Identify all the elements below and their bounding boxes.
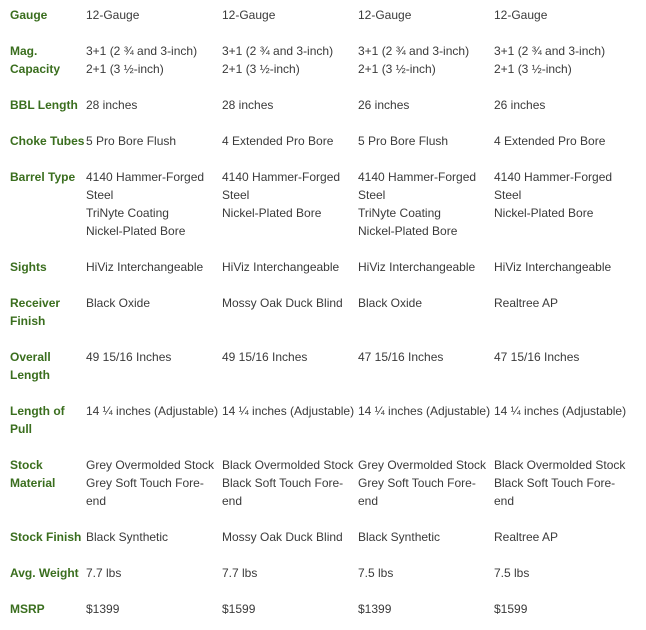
cell-line: 47 15/16 Inches bbox=[494, 350, 580, 364]
cell-line: TriNyte Coating bbox=[358, 206, 441, 220]
cell-line: $1599 bbox=[222, 602, 256, 616]
table-cell bbox=[358, 450, 494, 522]
row-label-line: Sights bbox=[10, 260, 47, 274]
cell-line: 12-Gauge bbox=[222, 8, 276, 22]
table-cell bbox=[86, 288, 222, 342]
cell-line: 4 Extended Pro Bore bbox=[222, 134, 334, 148]
row-label-line: Barrel Type bbox=[10, 170, 76, 184]
table-cell bbox=[222, 522, 358, 558]
cell-line: $1599 bbox=[494, 602, 528, 616]
cell-line: 4140 Hammer-Forged bbox=[494, 170, 613, 184]
cell-line: Grey Overmolded Stock bbox=[358, 458, 487, 472]
table-cell bbox=[86, 0, 222, 36]
row-label-line: Mag. bbox=[10, 44, 38, 58]
row-label bbox=[0, 252, 86, 288]
cell-line: 4140 Hammer-Forged bbox=[86, 170, 205, 184]
table-cell bbox=[222, 594, 358, 630]
row-label-line: Length of bbox=[10, 404, 65, 418]
cell-line: 4 Extended Pro Bore bbox=[494, 134, 606, 148]
cell-line: 47 15/16 Inches bbox=[358, 350, 444, 364]
cell-line: HiViz Interchangeable bbox=[222, 260, 340, 274]
cell-line: 28 inches bbox=[86, 98, 138, 112]
row-label-line: Stock Finish bbox=[10, 530, 82, 544]
cell-line: 28 inches bbox=[222, 98, 274, 112]
table-cell bbox=[222, 450, 358, 522]
cell-line: 26 inches bbox=[358, 98, 410, 112]
row-label-line: Gauge bbox=[10, 8, 48, 22]
cell-line: Mossy Oak Duck Blind bbox=[222, 296, 343, 310]
cell-line: Black Synthetic bbox=[86, 530, 169, 544]
table-cell bbox=[358, 342, 494, 396]
row-label bbox=[0, 36, 86, 90]
cell-line: Steel bbox=[86, 188, 114, 202]
table-cell bbox=[222, 252, 358, 288]
table-cell bbox=[222, 396, 358, 450]
table-row bbox=[0, 36, 646, 90]
cell-line: Black Overmolded Stock bbox=[494, 458, 626, 472]
cell-line: 12-Gauge bbox=[86, 8, 140, 22]
table-row bbox=[0, 450, 646, 522]
table-cell bbox=[494, 252, 646, 288]
row-label-line: MSRP bbox=[10, 602, 45, 616]
table-row bbox=[0, 342, 646, 396]
row-label-line: Length bbox=[10, 368, 50, 382]
row-label-line: Material bbox=[10, 476, 56, 490]
table-row bbox=[0, 162, 646, 252]
cell-line: Black Oxide bbox=[358, 296, 423, 310]
table-cell bbox=[86, 162, 222, 252]
table-cell bbox=[222, 288, 358, 342]
cell-line: 7.7 lbs bbox=[222, 566, 258, 580]
table-cell bbox=[494, 522, 646, 558]
table-cell bbox=[86, 90, 222, 126]
table-row bbox=[0, 558, 646, 594]
table-cell bbox=[86, 126, 222, 162]
cell-line: $1399 bbox=[86, 602, 120, 616]
row-label-line: Choke Tubes bbox=[10, 134, 85, 148]
table-cell bbox=[494, 288, 646, 342]
table-cell bbox=[494, 36, 646, 90]
table-cell bbox=[86, 594, 222, 630]
cell-line: HiViz Interchangeable bbox=[494, 260, 612, 274]
cell-line: end bbox=[222, 494, 243, 508]
cell-line: 49 15/16 Inches bbox=[86, 350, 172, 364]
cell-line: 3+1 (2 ¾ and 3-inch) bbox=[494, 44, 606, 58]
cell-line: 7.5 lbs bbox=[494, 566, 530, 580]
cell-line: 12-Gauge bbox=[494, 8, 548, 22]
cell-line: 5 Pro Bore Flush bbox=[358, 134, 449, 148]
cell-line: 3+1 (2 ¾ and 3-inch) bbox=[222, 44, 334, 58]
table-cell bbox=[494, 558, 646, 594]
row-label-line: Pull bbox=[10, 422, 33, 436]
row-label bbox=[0, 450, 86, 522]
table-cell bbox=[494, 342, 646, 396]
cell-line: $1399 bbox=[358, 602, 392, 616]
cell-line: end bbox=[86, 494, 107, 508]
cell-line: 2+1 (3 ½-inch) bbox=[358, 62, 436, 76]
table-row bbox=[0, 90, 646, 126]
cell-line: 3+1 (2 ¾ and 3-inch) bbox=[358, 44, 470, 58]
table-cell bbox=[494, 0, 646, 36]
table-cell bbox=[86, 558, 222, 594]
cell-line: 49 15/16 Inches bbox=[222, 350, 308, 364]
row-label bbox=[0, 342, 86, 396]
table-cell bbox=[494, 450, 646, 522]
cell-line: Mossy Oak Duck Blind bbox=[222, 530, 343, 544]
table-cell bbox=[358, 162, 494, 252]
table-row bbox=[0, 396, 646, 450]
cell-line: TriNyte Coating bbox=[86, 206, 169, 220]
table-cell bbox=[222, 558, 358, 594]
table-cell bbox=[222, 0, 358, 36]
cell-line: 4140 Hammer-Forged bbox=[358, 170, 477, 184]
cell-line: Black Synthetic bbox=[358, 530, 441, 544]
table-cell bbox=[494, 396, 646, 450]
row-label-line: Stock bbox=[10, 458, 43, 472]
table-cell bbox=[358, 252, 494, 288]
cell-line: Grey Overmolded Stock bbox=[86, 458, 215, 472]
row-label bbox=[0, 0, 86, 36]
cell-line: Nickel-Plated Bore bbox=[86, 224, 186, 238]
table-row bbox=[0, 126, 646, 162]
table-cell bbox=[494, 126, 646, 162]
table-cell bbox=[86, 252, 222, 288]
cell-line: Nickel-Plated Bore bbox=[222, 206, 322, 220]
cell-line: 7.5 lbs bbox=[358, 566, 394, 580]
cell-line: Nickel-Plated Bore bbox=[494, 206, 594, 220]
row-label bbox=[0, 522, 86, 558]
row-label-line: Overall bbox=[10, 350, 51, 364]
table-cell bbox=[494, 90, 646, 126]
cell-line: 4140 Hammer-Forged bbox=[222, 170, 341, 184]
table-row bbox=[0, 252, 646, 288]
cell-line: end bbox=[358, 494, 379, 508]
row-label-line: BBL Length bbox=[10, 98, 78, 112]
table-row bbox=[0, 594, 646, 630]
cell-line: Grey Soft Touch Fore- bbox=[358, 476, 476, 490]
cell-line: end bbox=[494, 494, 515, 508]
table-cell bbox=[494, 162, 646, 252]
row-label-line: Receiver bbox=[10, 296, 61, 310]
table-cell bbox=[222, 342, 358, 396]
table-cell bbox=[86, 396, 222, 450]
cell-line: 3+1 (2 ¾ and 3-inch) bbox=[86, 44, 198, 58]
cell-line: Black Soft Touch Fore- bbox=[222, 476, 344, 490]
row-label bbox=[0, 90, 86, 126]
row-label bbox=[0, 558, 86, 594]
cell-line: Grey Soft Touch Fore- bbox=[86, 476, 204, 490]
cell-line: Steel bbox=[358, 188, 386, 202]
table-cell bbox=[358, 396, 494, 450]
cell-line: Black Oxide bbox=[86, 296, 151, 310]
cell-line: 14 ¼ inches (Adjustable) bbox=[86, 404, 219, 418]
table-cell bbox=[222, 162, 358, 252]
row-label bbox=[0, 126, 86, 162]
cell-line: Black Overmolded Stock bbox=[222, 458, 354, 472]
row-label bbox=[0, 162, 86, 252]
table-row bbox=[0, 0, 646, 36]
cell-line: 2+1 (3 ½-inch) bbox=[494, 62, 572, 76]
cell-line: 14 ¼ inches (Adjustable) bbox=[494, 404, 627, 418]
table-row bbox=[0, 288, 646, 342]
table-cell bbox=[86, 342, 222, 396]
row-label-line: Capacity bbox=[10, 62, 61, 76]
table-cell bbox=[358, 522, 494, 558]
table-cell bbox=[494, 594, 646, 630]
table-cell bbox=[358, 558, 494, 594]
row-label-line: Avg. Weight bbox=[10, 566, 79, 580]
table-cell bbox=[222, 126, 358, 162]
cell-line: Realtree AP bbox=[494, 530, 559, 544]
cell-line: 26 inches bbox=[494, 98, 546, 112]
row-label bbox=[0, 288, 86, 342]
cell-line: Realtree AP bbox=[494, 296, 559, 310]
row-label bbox=[0, 396, 86, 450]
table-cell bbox=[358, 36, 494, 90]
cell-line: Nickel-Plated Bore bbox=[358, 224, 458, 238]
table-cell bbox=[358, 90, 494, 126]
cell-line: Steel bbox=[222, 188, 250, 202]
cell-line: 14 ¼ inches (Adjustable) bbox=[358, 404, 491, 418]
cell-line: Black Soft Touch Fore- bbox=[494, 476, 616, 490]
table-cell bbox=[222, 36, 358, 90]
cell-line: 14 ¼ inches (Adjustable) bbox=[222, 404, 355, 418]
cell-line: 5 Pro Bore Flush bbox=[86, 134, 177, 148]
table-cell bbox=[358, 126, 494, 162]
table-row bbox=[0, 522, 646, 558]
row-label-line: Finish bbox=[10, 314, 46, 328]
table-cell bbox=[358, 0, 494, 36]
table-cell bbox=[86, 522, 222, 558]
table-cell bbox=[222, 90, 358, 126]
table-cell bbox=[358, 288, 494, 342]
table-cell bbox=[86, 36, 222, 90]
cell-line: Steel bbox=[494, 188, 522, 202]
cell-line: 2+1 (3 ½-inch) bbox=[222, 62, 300, 76]
cell-line: HiViz Interchangeable bbox=[86, 260, 204, 274]
cell-line: 7.7 lbs bbox=[86, 566, 122, 580]
cell-line: HiViz Interchangeable bbox=[358, 260, 476, 274]
cell-line: 12-Gauge bbox=[358, 8, 412, 22]
table-cell bbox=[358, 594, 494, 630]
row-label bbox=[0, 594, 86, 630]
table-cell bbox=[86, 450, 222, 522]
cell-line: 2+1 (3 ½-inch) bbox=[86, 62, 164, 76]
